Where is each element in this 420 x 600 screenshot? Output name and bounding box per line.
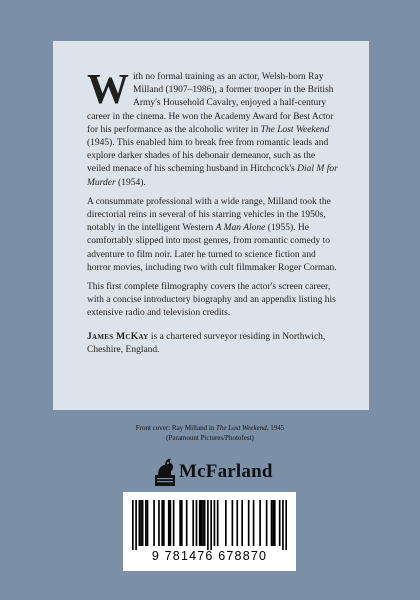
barcode-bar — [271, 500, 273, 546]
barcode-bar — [232, 500, 234, 546]
blurb-text: (1955). He comfortably slipped into most genres, from romantic comedy to adventure to film noir. Later he turned to science fiction and horror movies, including two with cult filmmaker Roger Corman. — [87, 223, 337, 273]
caption-line-2: (Paramount Pictures/Photofest) — [166, 434, 254, 442]
barcode-bar — [135, 500, 137, 550]
barcode-bar — [236, 500, 238, 546]
barcode-bar — [274, 500, 276, 546]
blurb-text: (1945). This enabled him to break free from romantic leads and explore darker shades of his debonair demeanor, such as the veiled menace of his scheming husband in Hitchcock's — [87, 138, 329, 175]
barcode-bar — [210, 500, 212, 550]
barcode-bar — [170, 500, 172, 546]
barcode-bar — [173, 500, 175, 546]
barcode-bar — [207, 500, 209, 550]
barcode-bar — [217, 500, 219, 546]
barcode-bar — [199, 500, 201, 546]
barcode-bars — [132, 500, 287, 550]
barcode-bar — [196, 500, 198, 546]
barcode-bar — [259, 500, 261, 546]
barcode-bar — [192, 500, 194, 546]
author-name: James McKay — [87, 331, 149, 342]
barcode — [123, 492, 296, 571]
blurb-paragraph-1 — [87, 67, 339, 190]
barcode-bar — [253, 500, 255, 546]
dropcap: W — [87, 67, 129, 113]
isbn-digits: 9 781476 678870 — [151, 549, 268, 563]
caption-text: Front cover: Ray Milland in — [135, 424, 217, 432]
film-title: A Man Alone — [215, 223, 266, 234]
barcode-bar — [140, 500, 142, 546]
barcode-bar — [241, 500, 243, 546]
barcode-bar — [163, 500, 165, 546]
blurb-text: ith no formal training as an actor, Welsh-born Ray Milland (1907–1986), a former trooper in the British Army's Household Cavalry, enjoyed a half-century career in the cinema. He won the Academy Award for Best Actor for his performance as the alcoholic writer in — [87, 72, 334, 135]
publisher-name: McFarland — [179, 461, 273, 482]
barcode-bar — [204, 500, 206, 546]
barcode-bar — [186, 500, 188, 546]
barcode-bar — [214, 500, 216, 546]
barcode-bar — [145, 500, 147, 546]
blurb-text: (1954). — [115, 177, 146, 188]
barcode-bar — [161, 500, 163, 546]
publisher-mark — [153, 455, 273, 487]
film-title: Dial M for Murder — [87, 164, 338, 188]
barcode-bar — [179, 500, 181, 546]
barcode-bar — [272, 500, 274, 546]
author-bio — [87, 331, 339, 357]
barcode-bar — [132, 500, 134, 550]
barcode-bar — [153, 500, 155, 546]
caption-text: , 1945 — [266, 424, 285, 432]
barcode-bar — [201, 500, 203, 546]
barcode-bar — [142, 500, 144, 546]
barcode-bar — [282, 500, 284, 550]
barcode-bar — [158, 500, 160, 546]
film-title: The Lost Weekend — [260, 124, 330, 135]
cover-caption — [0, 423, 420, 443]
barcode-bar — [279, 500, 281, 546]
barcode-bar — [202, 500, 204, 546]
caption-line-1 — [0, 423, 420, 433]
blurb-paragraph-3: This first complete filmography covers the actor's screen career, with a concise introductory biography and an appendix listing his extensive radio and television credits. — [87, 282, 336, 319]
blurb-paragraph-2 — [87, 196, 339, 275]
barcode-bar — [168, 500, 170, 546]
barcode-bar — [147, 500, 149, 546]
caption-film-title: The Lost Weekend — [216, 424, 267, 432]
blurb-text: A consummate professional with a wide range, Milland took the directorial reins in several of his starring vehicles in the 1950s, notably in the intelligent Western — [87, 196, 331, 234]
barcode-bar — [181, 500, 183, 546]
author-bio-text: is a chartered surveyor residing in Northwich, Cheshire, England. — [87, 331, 326, 355]
publisher-logo-icon — [153, 455, 177, 487]
barcode-bar — [139, 500, 141, 546]
barcode-bar — [248, 500, 250, 546]
barcode-bar — [266, 500, 268, 546]
blurb-panel — [53, 41, 369, 410]
barcode-bar — [225, 500, 227, 546]
barcode-bar — [285, 500, 287, 550]
